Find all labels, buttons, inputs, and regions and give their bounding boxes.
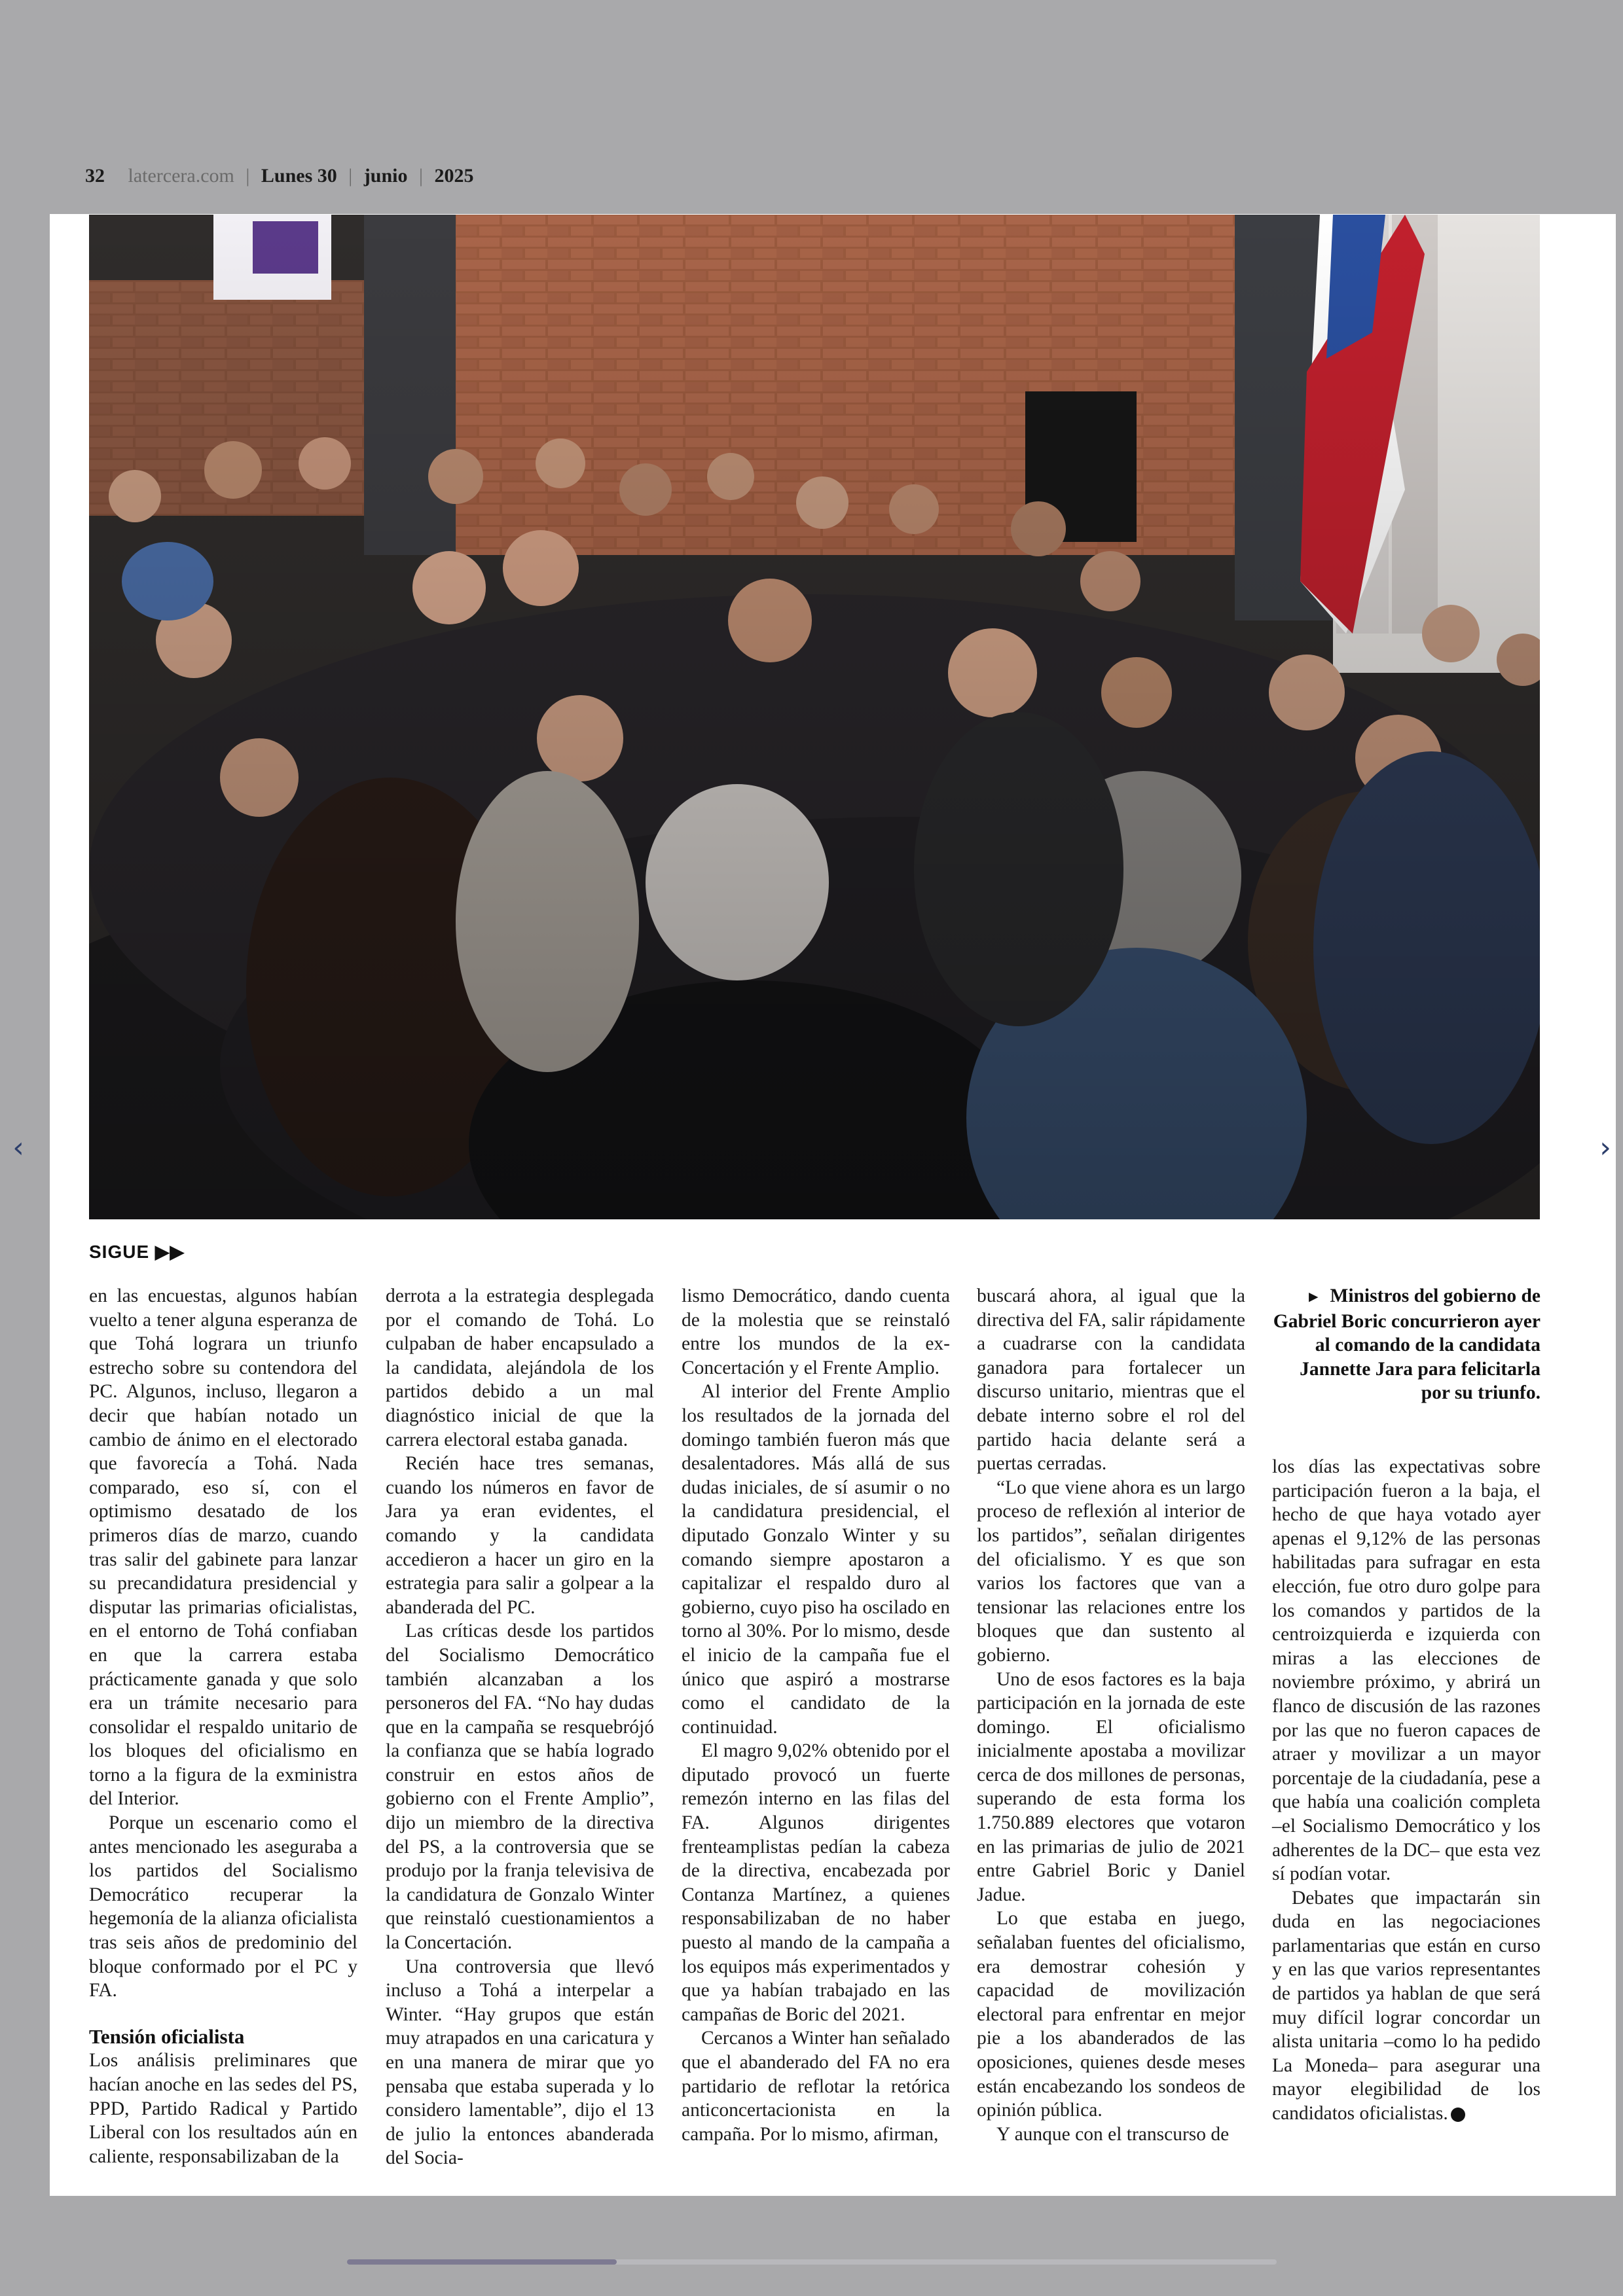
folio-separator: |: [246, 165, 250, 187]
next-page-button[interactable]: ›: [1599, 1131, 1611, 1164]
paragraph: Las críticas desde los partidos del Socialismo Democrático también alcanzaban a los personeros del FA. “No hay dudas que en la campaña se resquebrójó la confianza que se había logrado construir en estos años de gobierno con el Frente Amplio”, dijo un miembro de la directiva del PS, a la controversia que se produjo por la franja televisiva de la candidatura de Gonzalo Winter que reinstaló cuestionamientos a la Concertación.: [386, 1621, 654, 1954]
paragraph: “Lo que viene ahora es un largo proceso de reflexión al interior de los partidos”, señalan dirigentes del oficialismo. Y es que son varios los factores que van a tensionar las relaciones entre los bloques que dan sustento al gobierno.: [977, 1477, 1245, 1666]
article-column-1: [89, 1284, 357, 2168]
end-mark-icon: [1451, 2108, 1465, 2122]
article-column-2: [386, 1284, 654, 2170]
paragraph: los días las expectativas sobre participación fueron a la baja, el hecho de que haya votado ayer apenas el 9,12% de las personas habilitadas para sufragar en esta elección, fue otro duro golpe para los comandos y partidos de la centroizquierda e izquierda con miras a las elecciones de noviembre próximo, y abrirá un flanco de discusión de las razones por las que no fueron capaces de atraer y movilizar a un mayor porcentaje de la ciudadanía, pese a que había una coalición completa –el Socialismo Democrático y los adherentes de la DC– que esta vez sí podían votar.: [1272, 1456, 1541, 1885]
paragraph: en las encuestas, algunos habían vuelto a tener alguna esperanza de que Tohá lograra un triunfo estrecho sobre su contendora del PC. Algunos, incluso, llegaron a decir que habían notado un cambio de ánimo en el electorado que favorecía a Tohá. Nada comparado, eso sí, con el optimismo desatado de los primeros días de marzo, cuando tras salir del gabinete para lanzar su precandidatura presidencial y disputar las primarias oficialistas, en el entorno de Tohá confiaban en que la carrera estaba prácticamente ganada y que solo era un trámite necesario para consolidar el respaldo unitario de los bloques del oficialismo en torno a la figura de la exministra del Interior.: [89, 1285, 357, 1810]
paragraph: Recién hace tres semanas, cuando los números en favor de Jara ya eran evidentes, el comando y la candidata accedieron a hacer un giro en la estrategia para salir a golpear a la abanderada del PC.: [386, 1453, 654, 1618]
news-photo: [89, 215, 1540, 1219]
paragraph: derrota a la estrategia desplegada por el comando de Tohá. Lo culpaban de haber encapsulado a la candidata, alejándola de los partidos debido a un mal diagnóstico inicial de que la carrera electoral estaba ganada.: [386, 1285, 654, 1450]
paragraph: El magro 9,02% obtenido por el diputado provocó un fuerte remezón interno en las filas del FA. Algunos dirigentes frenteamplistas pedían la cabeza de la directiva, encabezada por Contanza Martínez, a quienes responsabilizaban de no haber puesto al mando de la campaña a los equipos más experimentados y que ya habían trabajado en las campañas de Boric del 2021.: [682, 1740, 950, 2025]
folio-year: 2025: [434, 165, 474, 187]
folio-month: junio: [363, 165, 408, 187]
paragraph: lismo Democrático, dando cuenta de la molestia que se reinstaló entre los mundos de la ex-Concertación y el Frente Amplio.: [682, 1285, 950, 1378]
paragraph: buscará ahora, al igual que la directiva del FA, salir rápidamente a cuadrarse con la candidata ganadora para fortalecer un discurso unitario, mientras que el debate interno sobre el rol del partido hacia delante será a puertas cerradas.: [977, 1285, 1245, 1475]
paragraph: Al interior del Frente Amplio los resultados de la jornada del domingo también fueron más que desalentadores. Más allá de sus dudas iniciales, de sí asumir o no la candidatura presidencial, el diputado Gonzalo Winter y su comando siempre apostaron a capitalizar el respaldo duro al gobierno, cuyo piso ha oscilado en torno al 30%. Por lo mismo, desde el inicio de la campaña fue el único que aspiró a mostrarse como el candidato de la continuidad.: [682, 1381, 950, 1738]
site-name: latercera.com: [128, 165, 234, 187]
paragraph: Porque un escenario como el antes mencionado les aseguraba a los partidos del Socialismo Democrático recuperar la hegemonía de la alianza oficialista tras seis años de predominio del bloque conformado por el PC y FA.: [89, 1812, 357, 2001]
paragraph: Y aunque con el transcurso de: [996, 2123, 1230, 2145]
folio-separator: |: [419, 165, 424, 187]
paragraph: Una controversia que llevó incluso a Tohá a interpelar a Winter. “Hay grupos que están muy atrapados en una caricatura y en una manera de mirar que yo pensaba que estaba superada y lo considero lamentable”, dijo el 13 de julio la entonces abanderada del Socia-: [386, 1956, 654, 2169]
scrollbar-thumb[interactable]: [347, 2259, 617, 2265]
page-number: 32: [85, 165, 105, 187]
caption-text: Ministros del gobierno de Gabriel Boric concurrieron ayer al comando de la candidata Jannette Jara para felicitarla por su triunfo.: [1273, 1285, 1541, 1404]
paragraph: Cercanos a Winter han señalado que el abanderado del FA no era partidario de reflotar la retórica anticoncertacionista en la campaña. Por lo mismo, afirman,: [682, 2028, 950, 2145]
article-column-3: [682, 1284, 950, 2146]
horizontal-scrollbar[interactable]: [347, 2259, 1277, 2265]
folio-separator: |: [348, 165, 353, 187]
paragraph: Uno de esos factores es la baja participación en la jornada de este domingo. El oficialismo inicialmente apostaba a movilizar cerca de dos millones de personas, superando de esta forma los 1.750.889 electores que votaron en las primarias de julio de 2021 entre Gabriel Boric y Daniel Jadue.: [977, 1668, 1245, 1905]
photo-caption: [1272, 1284, 1541, 1405]
caption-marker-icon: ►: [1305, 1289, 1322, 1306]
page-folio: [85, 161, 474, 191]
paragraph: Los análisis preliminares que hacían anoche en las sedes del PS, PPD, Partido Radical y Partido Liberal con los resultados aún en caliente, responsabilizaban de la: [89, 2050, 357, 2167]
photo-image-icon: [89, 215, 1540, 1219]
article-column-5: [1272, 1455, 1541, 2126]
paragraph: Lo que estaba en juego, señalaban fuentes del oficialismo, era demostrar cohesión y capacidad de movilización electoral para enfrentar en mejor pie a los abanderados de las oposiciones, quienes desde meses están encabezando los sondeos de opinión pública.: [977, 1908, 1245, 2121]
article-column-4: [977, 1284, 1245, 2146]
subheading: Tensión oficialista: [89, 2024, 245, 2048]
folio-day: Lunes 30: [261, 165, 337, 187]
continue-label: SIGUE ▶▶: [89, 1242, 185, 1262]
previous-page-button[interactable]: ‹: [12, 1131, 24, 1164]
paragraph: [1272, 1886, 1541, 2126]
paragraph-text: Debates que impactarán sin duda en las negociaciones parlamentarias que están en curso y en las que varios representantes de partidos ya hablan de que será muy difícil lograr concordar un alista unitaria –como lo ha pedido La Moneda– para asegurar una mayor elegibilidad de los candidatos oficialistas.: [1272, 1887, 1541, 2125]
